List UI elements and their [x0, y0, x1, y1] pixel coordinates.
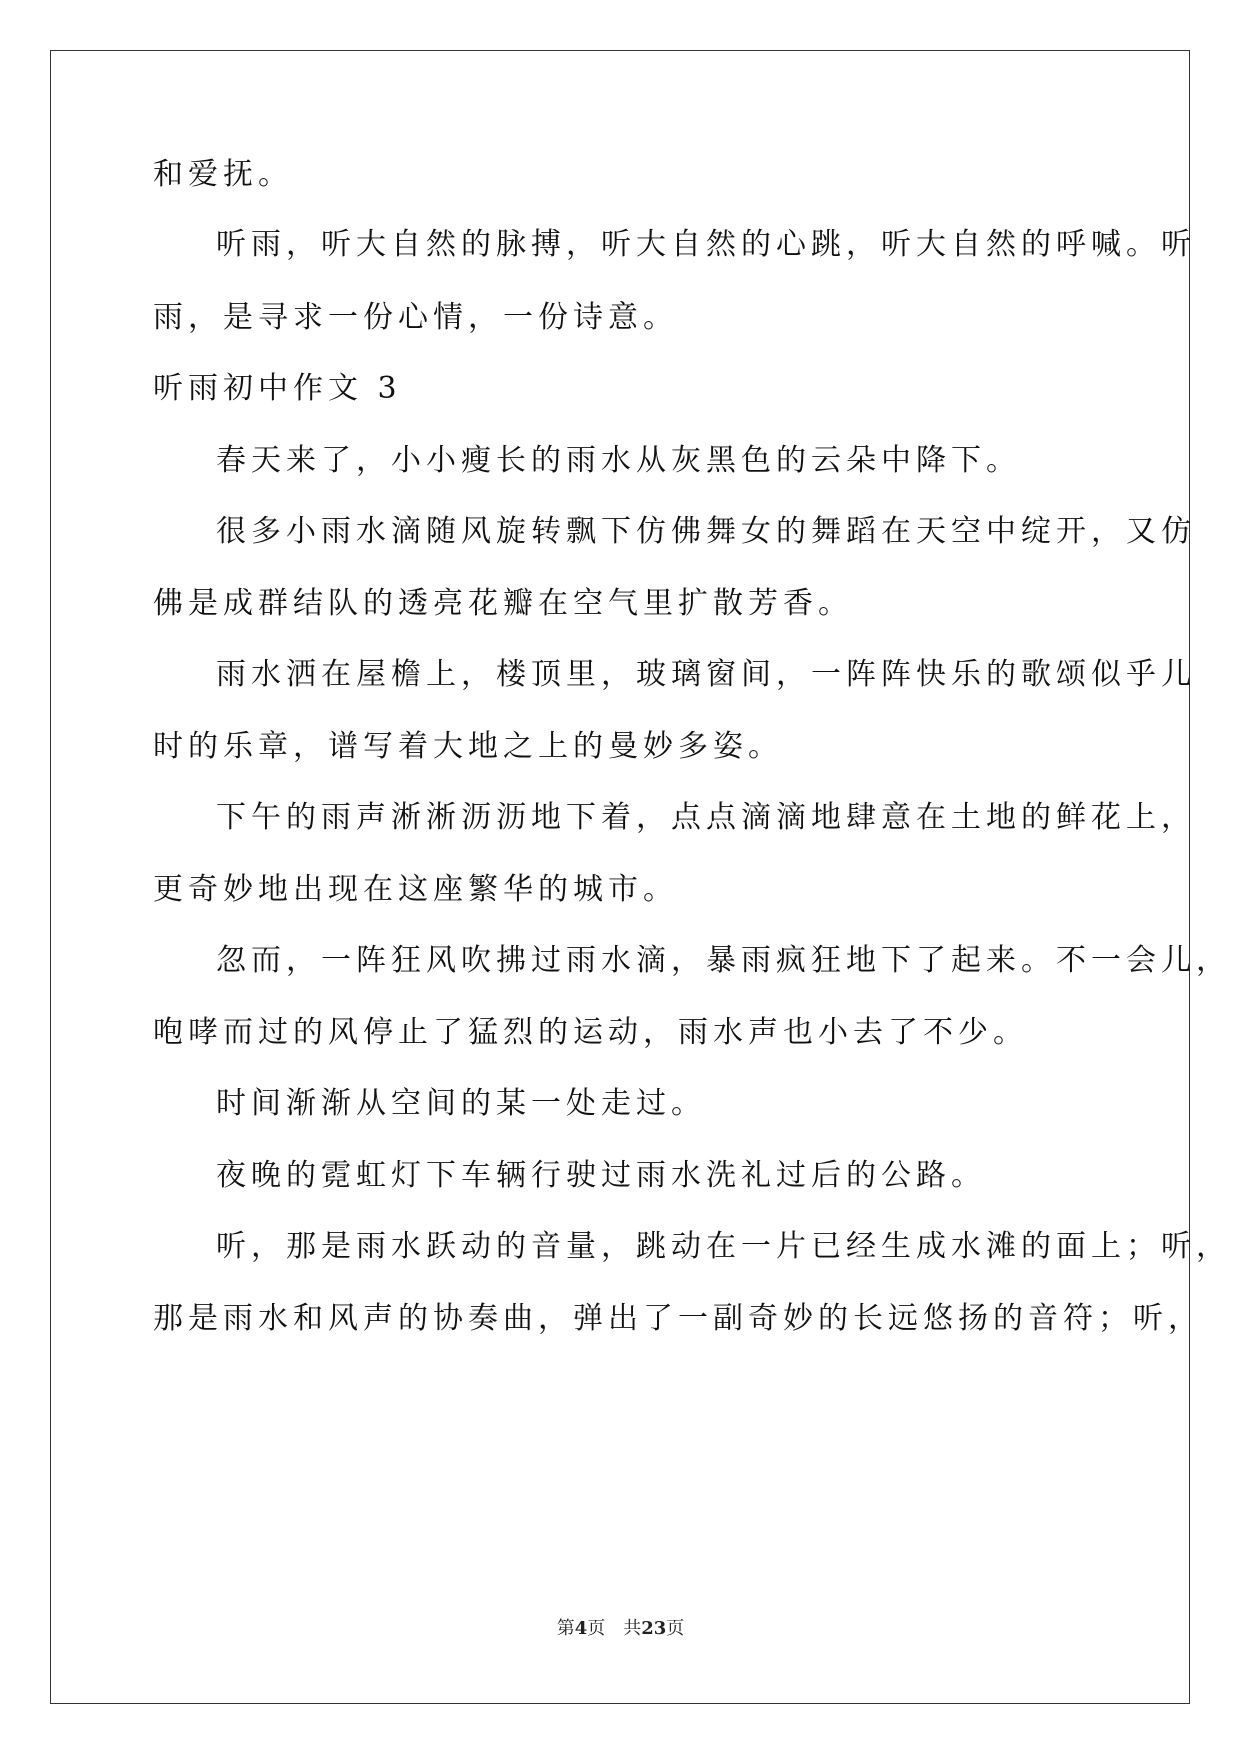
total-prefix: 共	[623, 1618, 642, 1639]
total-pages: 23	[641, 1618, 667, 1639]
text-line: 和爱抚。	[153, 157, 293, 192]
text-line: 佛是成群结队的透亮花瓣在空气里扩散芳香。	[153, 586, 853, 621]
text-line: 咆哮而过的风停止了猛烈的运动，雨水声也小去了不少。	[153, 1015, 1028, 1050]
page-prefix: 第	[556, 1618, 575, 1639]
text-line: 时的乐章，谱写着大地之上的曼妙多姿。	[153, 729, 783, 764]
section-heading: 听雨初中作文 3	[153, 371, 402, 406]
total-suffix: 页	[666, 1618, 685, 1639]
text-line: 雨，是寻求一份心情，一份诗意。	[153, 300, 678, 335]
paragraph-line: 听，那是雨水跃动的音量，跳动在一片已经生成水滩的面上；听，	[216, 1229, 1231, 1264]
paragraph-line: 听雨，听大自然的脉搏，听大自然的心跳，听大自然的呼喊。听	[216, 227, 1196, 262]
paragraph-line: 夜晚的霓虹灯下车辆行驶过雨水洗礼过后的公路。	[216, 1158, 986, 1193]
paragraph-line: 下午的雨声淅淅沥沥地下着，点点滴滴地肆意在土地的鲜花上，	[216, 800, 1196, 835]
paragraph-line: 时间渐渐从空间的某一处走过。	[216, 1086, 706, 1121]
page-footer	[0, 1617, 1241, 1641]
paragraph-line: 忽而，一阵狂风吹拂过雨水滴，暴雨疯狂地下了起来。不一会儿，	[216, 943, 1231, 978]
paragraph-line: 春天来了，小小瘦长的雨水从灰黑色的云朵中降下。	[216, 443, 1021, 478]
page-number: 4	[574, 1618, 588, 1639]
paragraph-line: 雨水洒在屋檐上，楼顶里，玻璃窗间，一阵阵快乐的歌颂似乎儿	[216, 657, 1196, 692]
paragraph-line: 很多小雨水滴随风旋转飘下仿佛舞女的舞蹈在天空中绽开，又仿	[216, 514, 1196, 549]
page-suffix: 页	[587, 1618, 606, 1639]
text-line: 那是雨水和风声的协奏曲，弹出了一副奇妙的长远悠扬的音符；听，	[153, 1301, 1203, 1336]
text-line: 更奇妙地出现在这座繁华的城市。	[153, 872, 678, 907]
